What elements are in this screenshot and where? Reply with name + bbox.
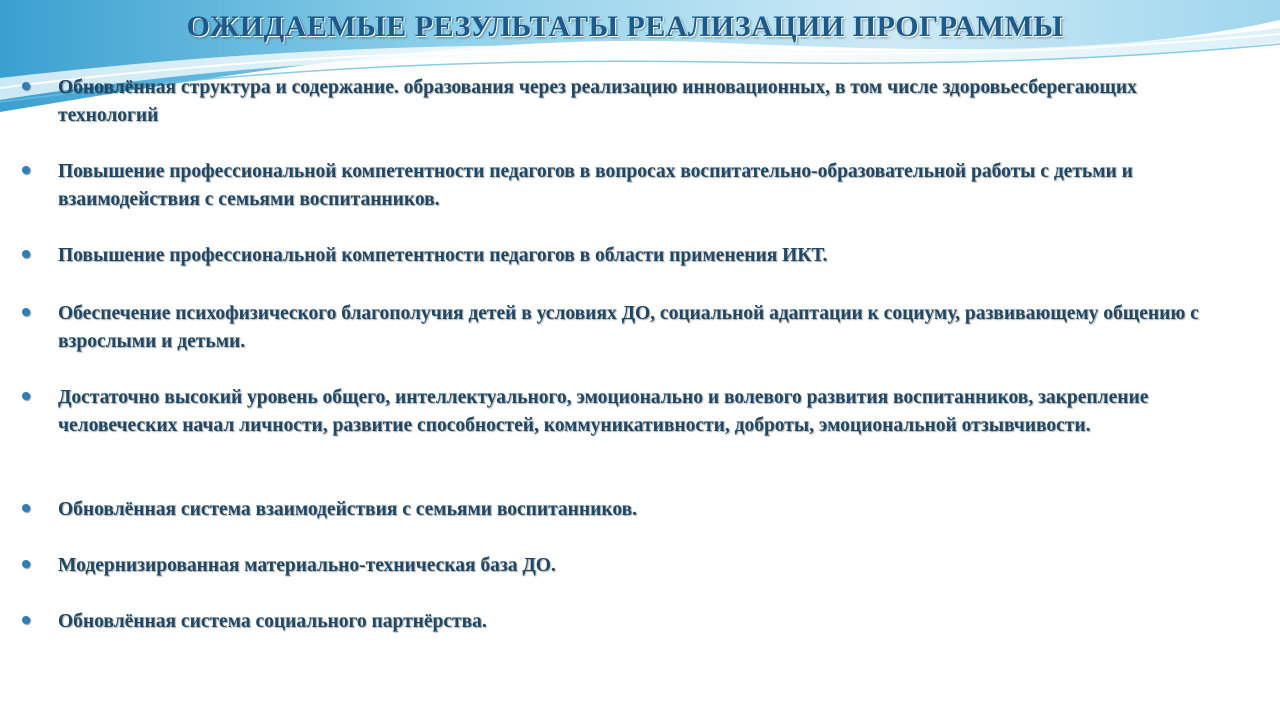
list-item-text: Обновлённая система социального партнёрства. [58, 611, 487, 632]
bullet-icon [22, 308, 30, 316]
list-item [58, 74, 1238, 130]
list-item-text: Модернизированная материально-техническая база ДО. [58, 555, 556, 576]
bullet-icon [22, 504, 30, 512]
bullet-icon [22, 392, 30, 400]
list-item-text: Обновлённая структура и содержание. образования через реализацию инновационных, в том числе здоровьесберегающих технологий [58, 77, 1137, 126]
list-item [58, 608, 1238, 636]
list-item-text: Обеспечение психофизического благополучия детей в условиях ДО, социальной адаптации к социуму, развивающему общению с взрослыми и детьми. [58, 303, 1199, 352]
slide-title: ОЖИДАЕМЫЕ РЕЗУЛЬТАТЫ РЕАЛИЗАЦИИ ПРОГРАММЫ [186, 10, 1064, 43]
list-item [58, 300, 1238, 356]
list-item-text: Достаточно высокий уровень общего, интеллектуального, эмоционально и волевого развития воспитанников, закрепление человеческих начал личности, развитие способностей, коммуникативности, доброты, эмоциональной отзывчивости. [58, 387, 1149, 436]
list-item [58, 384, 1238, 440]
list-item-text: Повышение профессиональной компетентности педагогов в вопросах воспитательно-образовательной работы с детьми и взаимодействия с семьями воспитанников. [58, 161, 1133, 210]
bullet-icon [22, 616, 30, 624]
list-item-text: Повышение профессиональной компетентности педагогов в области применения ИКТ. [58, 245, 828, 266]
list-item [58, 496, 1238, 524]
bullet-icon [22, 560, 30, 568]
list-item-text: Обновлённая система взаимодействия с семьями воспитанников. [58, 499, 638, 520]
bullet-icon [22, 82, 30, 90]
bullet-icon [22, 250, 30, 258]
list-item [58, 158, 1238, 214]
bullet-icon [22, 166, 30, 174]
list-item [58, 552, 1238, 580]
list-item [58, 242, 1238, 270]
